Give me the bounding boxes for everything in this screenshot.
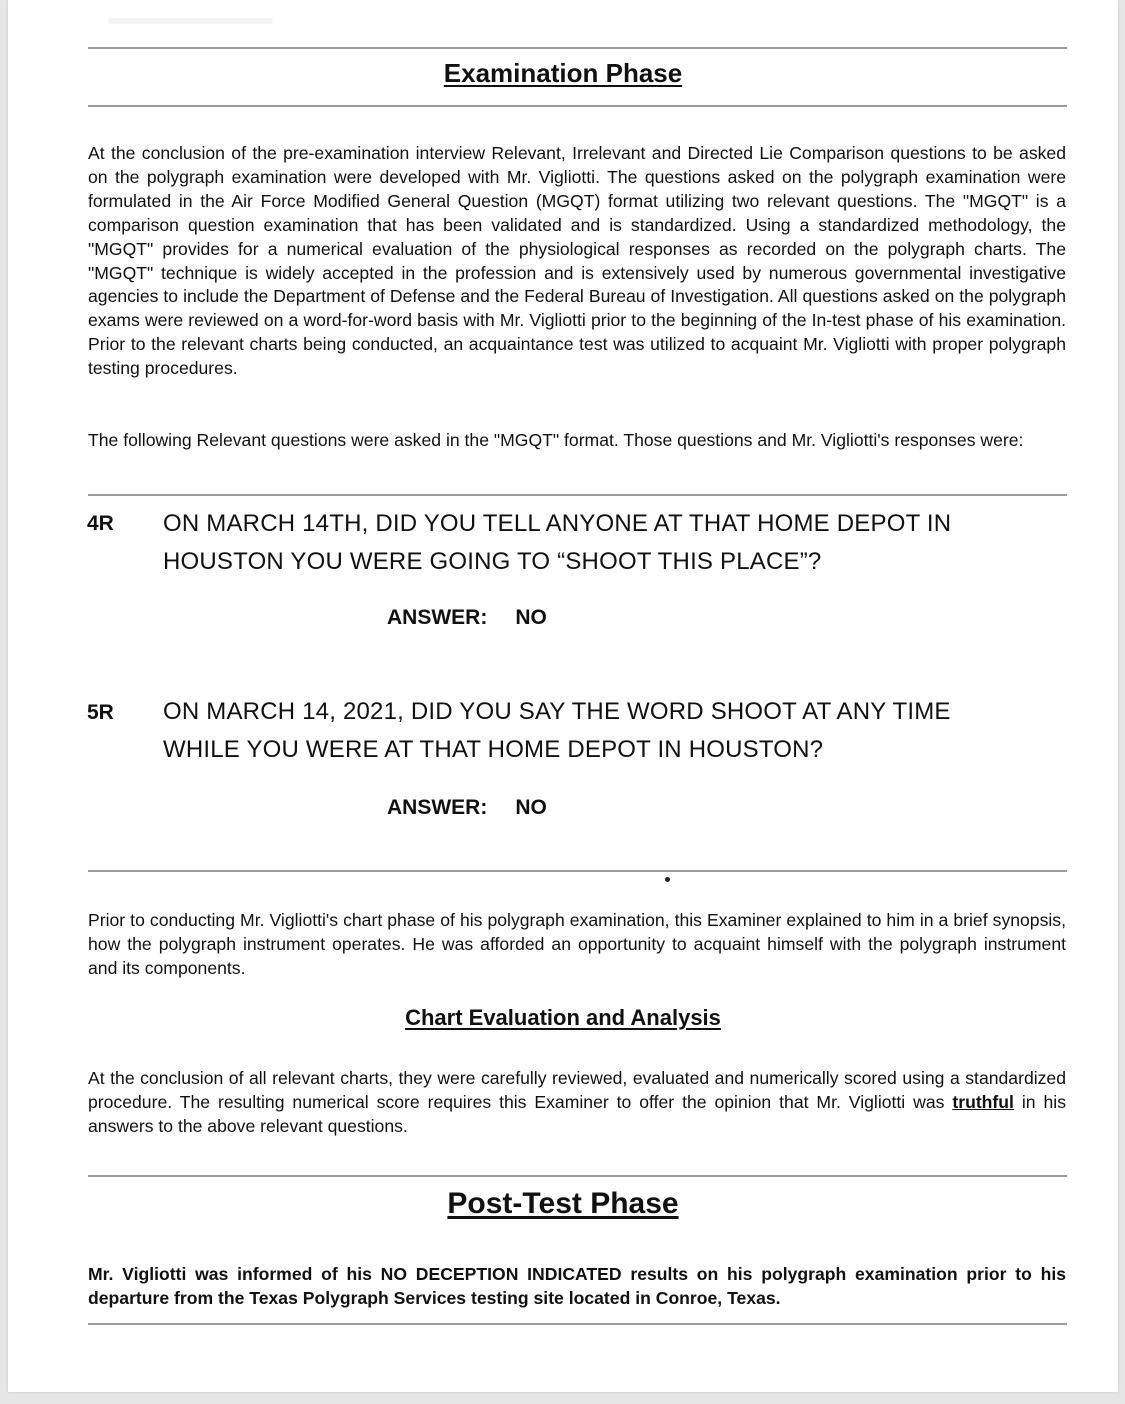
examination-phase-heading: Examination Phase	[443, 58, 683, 88]
divider	[88, 494, 1067, 496]
divider	[88, 1175, 1067, 1177]
truthful-emphasis: truthful	[952, 1091, 1014, 1112]
answer-value: NO	[515, 796, 547, 819]
divider	[88, 47, 1067, 49]
question-line: HOUSTON YOU WERE GOING TO “SHOOT THIS PLACE”?	[163, 547, 822, 575]
answer-line	[387, 796, 547, 820]
questions-intro-paragraph: The following Relevant questions were asked in the "MGQT" format. Those questions and Mr. Vigliotti's responses were:	[88, 430, 1024, 450]
chart-evaluation-paragraph	[88, 1067, 1066, 1139]
evaluation-text: in his answers to the above relevant questions.	[88, 1091, 1066, 1136]
question-line: ON MARCH 14, 2021, DID YOU SAY THE WORD SHOOT AT ANY TIME	[163, 698, 951, 725]
divider	[88, 105, 1067, 107]
answer-label: ANSWER:	[387, 606, 488, 629]
evaluation-text: At the conclusion of all relevant charts, they were carefully reviewed, evaluated and numerically scored using a standardized procedure. The resulting numerical score requires this Examiner to offer the opinion that Mr. Vigliotti was	[88, 1068, 1066, 1112]
answer-value: NO	[515, 606, 547, 629]
scan-artifact	[108, 18, 273, 24]
chart-phase-paragraph: Prior to conducting Mr. Vigliotti's chart phase of his polygraph examination, this Examiner explained to him in a brief synopsis, how the polygraph instrument operates. He was afforded an opportunity to acquaint himself with the polygraph instrument and its components.	[88, 910, 1066, 978]
question-number: 4R	[87, 512, 114, 535]
examination-intro-paragraph: At the conclusion of the pre-examination interview Relevant, Irrelevant and Directed Lie Comparison questions to be asked on the polygraph examination were developed with Mr. Vigliotti. The questions asked on the polygraph examination were formulated in the Air Force Modified General Question (MGQT) format utilizing two relevant questions. The "MGQT" is a comparison question examination that has been validated and is standardized. Using a standardized methodology, the "MGQT" provides for a numerical evaluation of the physiological responses as recorded on the polygraph charts. The "MGQT" technique is widely accepted in the profession and is extensively used by numerous governmental investigative agencies to include the Department of Defense and the Federal Bureau of Investigation. All questions asked on the polygraph exams were reviewed on a word-for-word basis with Mr. Vigliotti prior to the beginning of the In-test phase of his examination. Prior to the relevant charts being conducted, an acquaintance test was utilized to acquaint Mr. Vigliotti with proper polygraph testing procedures.	[88, 143, 1066, 379]
question-text	[163, 693, 1043, 768]
divider	[88, 870, 1067, 872]
question-text	[163, 505, 1043, 580]
document-page	[8, 0, 1118, 1392]
question-number: 5R	[87, 701, 114, 724]
answer-line	[387, 606, 547, 630]
chart-evaluation-heading: Chart Evaluation and Analysis	[405, 1005, 721, 1030]
post-test-paragraph: Mr. Vigliotti was informed of his NO DECEPTION INDICATED results on his polygraph examination prior to his departure from the Texas Polygraph Services testing site located in Conroe, Texas.	[88, 1264, 1066, 1308]
divider	[88, 1323, 1067, 1325]
answer-label: ANSWER:	[387, 796, 488, 819]
question-line: ON MARCH 14TH, DID YOU TELL ANYONE AT THAT HOME DEPOT IN	[163, 510, 952, 537]
stray-dot	[665, 877, 670, 882]
question-line: WHILE YOU WERE AT THAT HOME DEPOT IN HOUSTON?	[163, 735, 824, 763]
post-test-phase-heading: Post-Test Phase	[447, 1187, 679, 1220]
